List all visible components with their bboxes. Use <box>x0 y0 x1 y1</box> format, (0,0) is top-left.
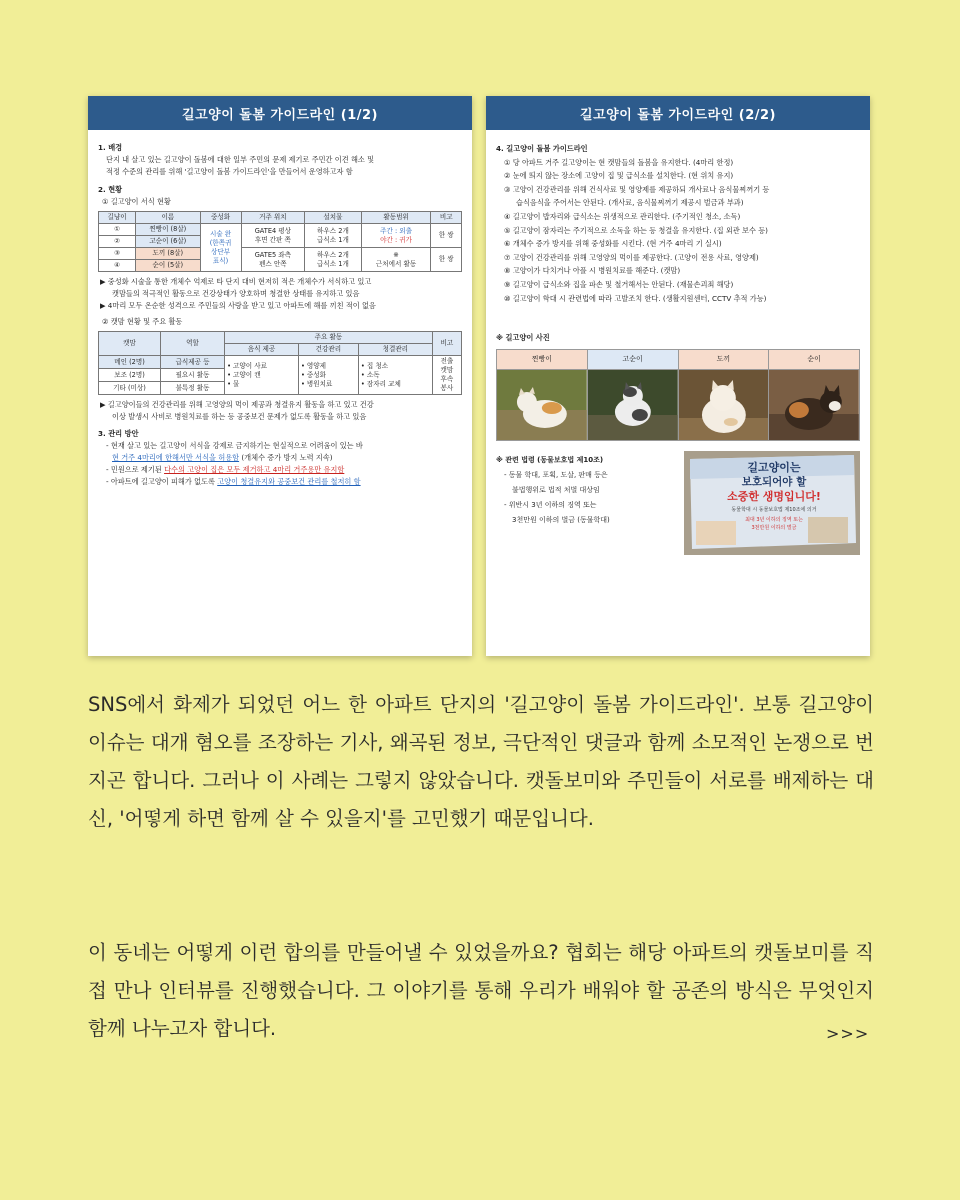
photo-column <box>587 350 678 441</box>
cat-photo-strip <box>496 349 860 442</box>
table-header: 거주 위치 <box>241 212 305 224</box>
health-cell: • 영양제 • 중성화 • 병원치료 <box>298 356 358 395</box>
note-cell: 한 쌍 <box>431 248 462 272</box>
guideline-page-2 <box>486 96 870 656</box>
range-cell: 주간 : 외출 야간 : 귀가 <box>361 224 431 248</box>
photo-name: 순이 <box>769 350 859 371</box>
photo-name: 도끼 <box>679 350 769 371</box>
catmom-cell: 메인 (2명) <box>99 356 161 369</box>
cat-name-cell: 도끼 (8살) <box>136 248 200 260</box>
guideline-item: ⑩ 길고양이 학대 시 관련법에 따라 고발조치 한다. (생활지원센터, CCTV 추적 가능) <box>504 293 767 303</box>
role-cell: 급식제공 등 <box>161 356 225 369</box>
section3-title: 3. 관리 방안 <box>98 429 139 438</box>
range-cell: ※ 근처에서 활동 <box>361 248 431 272</box>
cat-status-table <box>98 211 462 272</box>
table-cell: ② <box>99 236 136 248</box>
note-cell: 한 쌍 <box>431 224 462 248</box>
table-header: 활동범위 <box>361 212 431 224</box>
banner-text: 길고양이는 <box>747 461 801 475</box>
bullet-line: 이상 발생시 사비로 병원치료를 하는 등 공중보건 문제가 없도록 활동을 하고 있음 <box>112 412 367 421</box>
law-text <box>496 451 684 555</box>
cat-photo <box>588 370 678 440</box>
table-header: 주요 활동 <box>225 332 433 344</box>
banner-text: 소중한 생명입니다! <box>727 490 821 504</box>
table-header: 설치물 <box>305 212 362 224</box>
next-arrow[interactable]: >>> <box>826 1024 870 1043</box>
article-paragraph: SNS에서 화제가 되었던 어느 한 아파트 단지의 '길고양이 돌봄 가이드라인'. 보통 길고양이 이슈는 대개 혐오를 조장하는 기사, 왜곡된 정보, 극단적인 댓글과 함께 소모적인 논쟁으로 번지곤 합니다. 그러나 이 사례는 그렇지 않았습니다. 캣돌보미와 주민들이 서로를 배제하는 대신, '어떻게 하면 함께 살 수 있을지'를 고민했기 때문입니다. <box>88 693 874 830</box>
table-header: 청결관리 <box>358 344 432 356</box>
table-header: 캣맘 <box>99 332 161 356</box>
section1-line: 적정 수준의 관리를 위해 '길고양이 돌봄 가이드라인'을 만들어서 운영하고자 함 <box>106 167 353 176</box>
clean-cell: • 집 청소 • 소독 • 잠자리 교체 <box>358 356 432 395</box>
protection-banner-photo <box>684 451 860 555</box>
installation-cell: 하우스 2개 급식소 1개 <box>305 224 362 248</box>
table-cell: ③ <box>99 248 136 260</box>
cat-photo <box>497 370 587 440</box>
banner-text: 동물학대 시 동물보호법 제10조에 의거 <box>731 507 817 514</box>
catmom-cell: 기타 (미상) <box>99 382 161 395</box>
law-line: - 동물 학대, 포획, 도살, 판매 등은 <box>504 471 608 480</box>
photo-column <box>497 350 587 441</box>
table-header: 비고 <box>432 332 461 356</box>
table-header: 음식 제공 <box>225 344 299 356</box>
table-header: 길냥이 <box>99 212 136 224</box>
law-line: 불법행위로 법적 처벌 대상임 <box>512 486 600 495</box>
banner-text: 최대 3년 이하의 징역 또는 <box>745 517 803 524</box>
plan-line: - 민원으로 제기된 다수의 고양이 집은 모두 제거하고 4마리 거주용만 유지함 <box>106 465 345 474</box>
plan-line: - 아파트에 길고양이 피해가 없도록 고양이 청결유지와 공중보건 관리를 철저히 함 <box>106 477 361 486</box>
location-cell: GATE5 좌측 펜스 안쪽 <box>241 248 305 272</box>
bullet-line: 캣맘들의 적극적인 활동으로 건강상태가 양호하며 청결한 상태를 유지하고 있음 <box>112 289 360 298</box>
law-title: ※ 관련 법령 (동물보호법 제10조) <box>496 456 604 465</box>
photo-column <box>768 350 859 441</box>
section2-subtitle: ② 캣맘 현황 및 주요 활동 <box>102 317 183 326</box>
plan-line: 현 거주 4마리에 한해서만 서식을 허용함 (개체수 증가 방지 노력 지속) <box>112 453 333 462</box>
neuter-cell: 시술 완 (한쪽귀 상단부 표식) <box>200 224 241 272</box>
bullet-line: ▶ 길고양이들의 건강관리를 위해 고영양의 먹이 제공과 청결유지 활동을 하고 있고 건강 <box>100 400 374 409</box>
table-cell: ④ <box>99 260 136 272</box>
food-cell: • 고양이 사료 • 고양이 캔 • 물 <box>225 356 299 395</box>
guideline-item: ⑧ 고양이가 다치거나 아플 시 병원치료를 해준다. (캣맘) <box>504 266 681 276</box>
bullet-line: ▶ 4마리 모두 온순한 성격으로 주민들의 사랑을 받고 있고 아파트에 해를 끼친 적이 없음 <box>100 301 376 310</box>
table-header: 비고 <box>431 212 462 224</box>
guideline-item: ⑦ 고양이 건강관리를 위해 고영양의 먹이를 제공한다. (고양이 전용 사료, 영양제) <box>504 252 759 262</box>
banner-text: 보호되어야 할 <box>741 476 807 489</box>
table-header: 건강관리 <box>298 344 358 356</box>
page2-title: 길고양이 돌봄 가이드라인 (2/2) <box>486 96 870 130</box>
section1-title: 1. 배경 <box>98 143 123 152</box>
catmom-cell: 보조 (2명) <box>99 369 161 382</box>
bullet-line: ▶ 중성화 시술을 통한 개체수 억제로 타 단지 대비 현저히 적은 개체수가 서식하고 있고 <box>100 277 372 286</box>
photo-section-title: ※ 길고양이 사진 <box>496 333 550 343</box>
table-cell: ① <box>99 224 136 236</box>
table-header: 역할 <box>161 332 225 356</box>
plan-line: - 현재 살고 있는 길고양이 서식을 강제로 금지하기는 현실적으로 어려움이 있는 바 <box>106 441 363 450</box>
guideline-item: ④ 길고양이 밥자리와 급식소는 위생적으로 관리한다. (주기적인 청소, 소독) <box>504 211 741 221</box>
cat-name-cell: 고순이 (6살) <box>136 236 200 248</box>
page1-title: 길고양이 돌봄 가이드라인 (1/2) <box>88 96 472 130</box>
photo-name: 찐빵이 <box>497 350 587 371</box>
guideline-item: ③ 고양이 건강관리를 위해 건식사료 및 영양제를 제공하되 개사료나 음식물찌꺼기 등 <box>504 184 770 194</box>
guideline-page-1 <box>88 96 472 656</box>
law-row <box>496 451 860 555</box>
guideline-item: 습식음식을 주어서는 안된다. (개사료, 음식물찌꺼기 제공시 벌금과 부과) <box>516 198 744 208</box>
note-cell: 전출 캣맘 후속 봉사 <box>432 356 461 395</box>
banner-text: 3천만원 이하의 벌금 <box>751 525 797 532</box>
catmom-table <box>98 331 462 395</box>
table-header: 중성화 <box>200 212 241 224</box>
cat-name-cell: 찐빵이 (8살) <box>136 224 200 236</box>
table-header: 이름 <box>136 212 200 224</box>
role-cell: 필요시 활동 <box>161 369 225 382</box>
location-cell: GATE4 평상 후면 간판 쪽 <box>241 224 305 248</box>
cat-name-cell: 순이 (5살) <box>136 260 200 272</box>
section4-title: 4. 길고양이 돌봄 가이드라인 <box>496 144 588 153</box>
section2-subtitle: ① 길고양이 서식 현황 <box>102 197 171 206</box>
installation-cell: 하우스 2개 급식소 1개 <box>305 248 362 272</box>
cat-photo <box>679 370 769 440</box>
guideline-item: ⑥ 개체수 증가 방지를 위해 중성화를 시킨다. (현 거주 4마리 기 실시) <box>504 239 722 249</box>
guideline-item: ⑤ 길고양이 잠자리는 주기적으로 소독을 하는 등 청결을 유지한다. (집 외관 보수 등) <box>504 225 768 235</box>
photo-column <box>678 350 769 441</box>
law-line: 3천만원 이하의 벌금 (동물학대) <box>512 516 610 525</box>
section2-title: 2. 현황 <box>98 185 123 194</box>
photo-name: 고순이 <box>588 350 678 371</box>
guideline-item: ① 당 아파트 거주 길고양이는 현 캣맘들의 돌봄을 유지한다. (4마리 한정) <box>504 157 734 167</box>
article-paragraph: 이 동네는 어떻게 이런 합의를 만들어낼 수 있었을까요? 협회는 해당 아파트의 캣돌보미를 직접 만나 인터뷰를 진행했습니다. 그 이야기를 통해 우리가 배워야 할 공존의 방식은 무엇인지 함께 나누고자 합니다. <box>88 941 874 1040</box>
cat-photo <box>769 370 859 440</box>
role-cell: 불특정 활동 <box>161 382 225 395</box>
guideline-item: ② 눈에 띄지 않는 장소에 고양이 집 및 급식소를 설치한다. (현 위치 유지) <box>504 171 734 181</box>
law-line: - 위반시 3년 이하의 징역 또는 <box>504 501 597 510</box>
guideline-item: ⑨ 길고양이 급식소와 집을 파손 및 철거해서는 안된다. (재물손괴죄 해당) <box>504 279 734 289</box>
section1-line: 단지 내 살고 있는 길고양이 돌봄에 대한 일부 주민의 문제 제기로 주민간 이견 해소 및 <box>106 155 375 164</box>
